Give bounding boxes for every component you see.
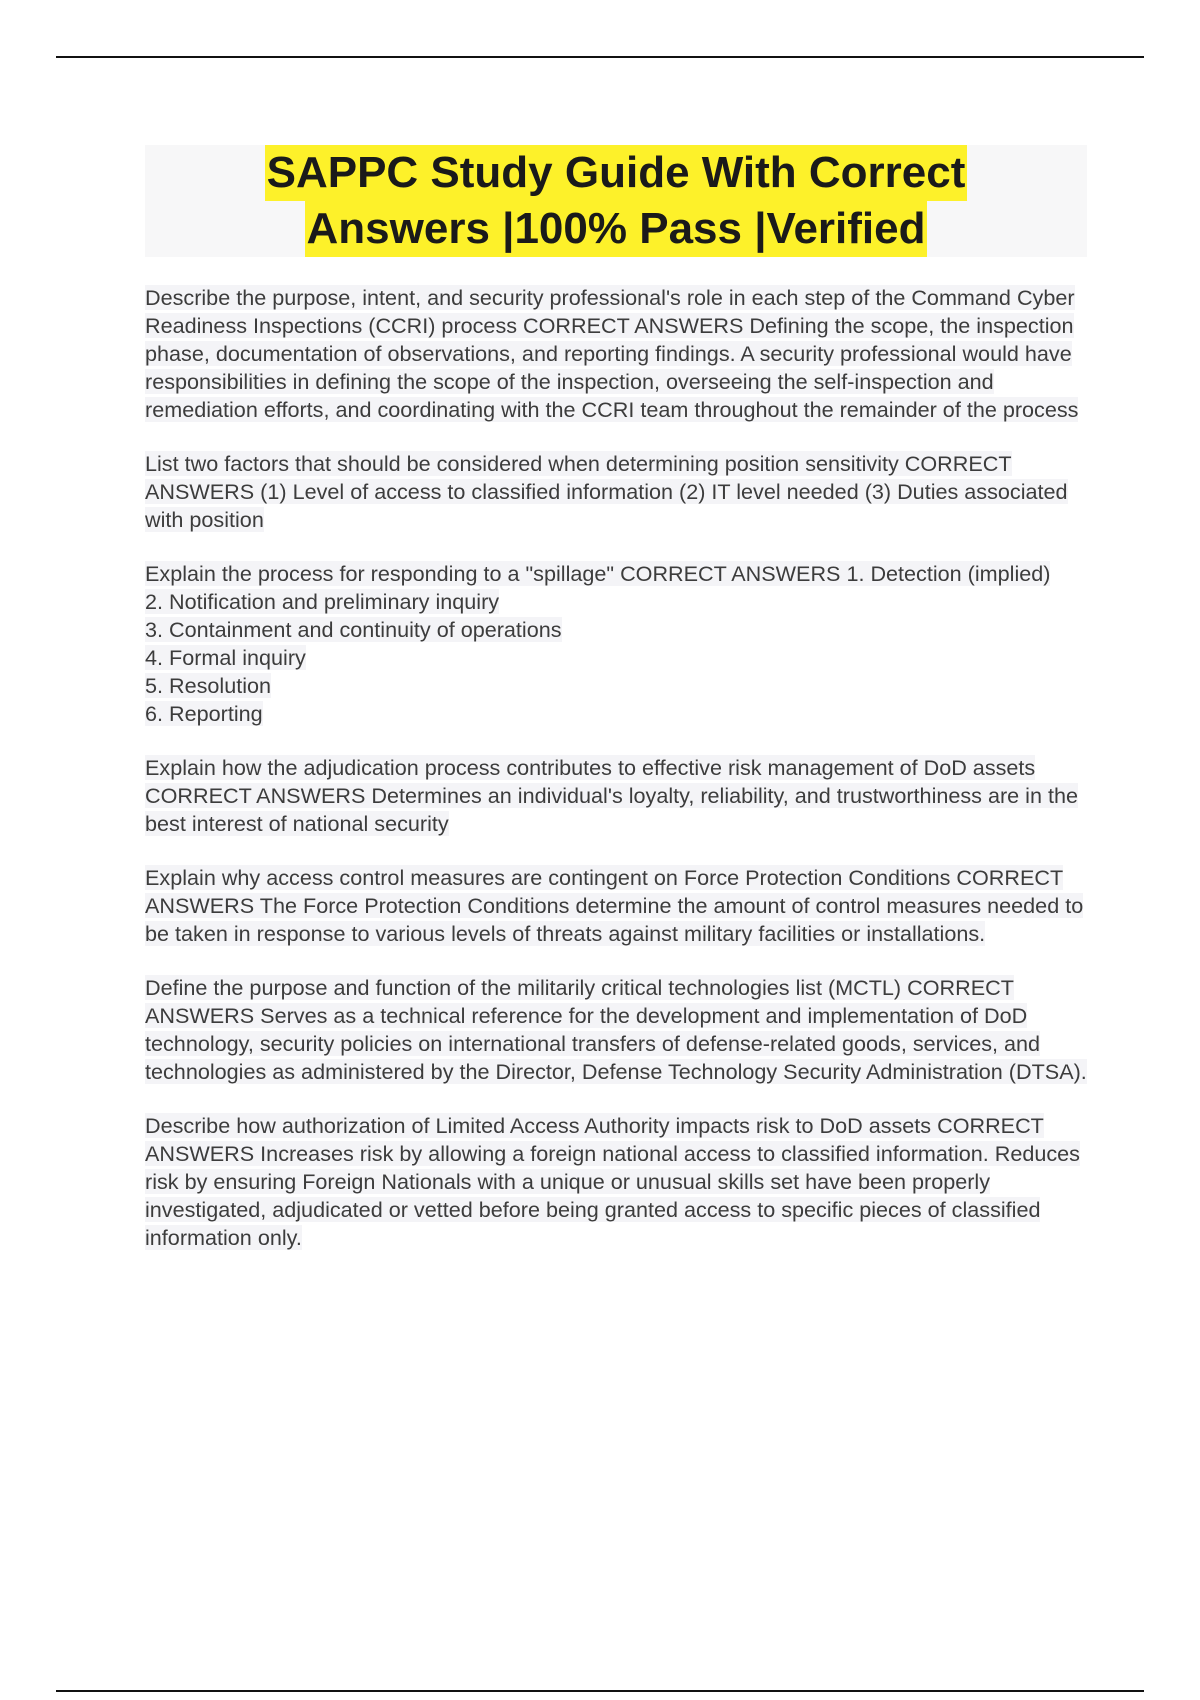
qa-text: Explain how the adjudication process contributes to effective risk management of DoD assets CORRECT ANSWERS Determines an individual's loyalty, reliability, and trustworthiness are in the best interest of national security [145,755,1079,836]
qa-text: Explain why access control measures are contingent on Force Protection Conditions CORRECT ANSWERS The Force Protection Conditions determine the amount of control measures needed to be taken in response to various levels of threats against military facilities or installations. [145,865,1084,946]
qa-item-force-protection [145,864,1090,948]
qa-item-adjudication [145,754,1090,838]
qa-item-spillage [145,560,1090,728]
title-row-1 [145,145,1087,201]
qa-item-position-sensitivity [145,450,1090,534]
title-line-1: SAPPC Study Guide With Correct [265,145,968,201]
page-title [145,145,1087,257]
bottom-divider [56,1690,1144,1692]
qa-item-ccri [145,284,1090,424]
study-guide-content [145,284,1090,1278]
qa-text: Describe how authorization of Limited Access Authority impacts risk to DoD assets CORRECT ANSWERS Increases risk by allowing a foreign national access to classified information. Reduces risk by ensuring Foreign Nationals with a unique or unusual skills set have been properly investigated, adjudicated or vetted before being granted access to specific pieces of classified information only. [145,1113,1080,1250]
title-line-2: Answers |100% Pass |Verified [305,201,928,257]
qa-text: List two factors that should be considered when determining position sensitivity CORRECT ANSWERS (1) Level of access to classified information (2) IT level needed (3) Duties associated with position [145,451,1068,532]
qa-text: Explain the process for responding to a "spillage" CORRECT ANSWERS 1. Detection (implied) 2. Notification and preliminary inquiry 3. Containment and continuity of operations 4. Formal inquiry 5. Resolution 6. Reporting [145,561,1051,726]
top-divider [56,56,1144,58]
qa-item-mctl [145,974,1090,1086]
qa-text: Describe the purpose, intent, and security professional's role in each step of the Command Cyber Readiness Inspections (CCRI) process CORRECT ANSWERS Defining the scope, the inspection phase, documentation of observations, and reporting findings. A security professional would have responsibilities in defining the scope of the inspection, overseeing the self-inspection and remediation efforts, and coordinating with the CCRI team throughout the remainder of the process [145,285,1079,422]
title-row-2 [145,201,1087,257]
qa-text: Define the purpose and function of the militarily critical technologies list (MCTL) CORRECT ANSWERS Serves as a technical reference for the development and implementation of DoD technology, security policies on international transfers of defense-related goods, services, and technologies as administered by the Director, Defense Technology Security Administration (DTSA). [145,975,1087,1084]
qa-item-limited-access [145,1112,1090,1252]
